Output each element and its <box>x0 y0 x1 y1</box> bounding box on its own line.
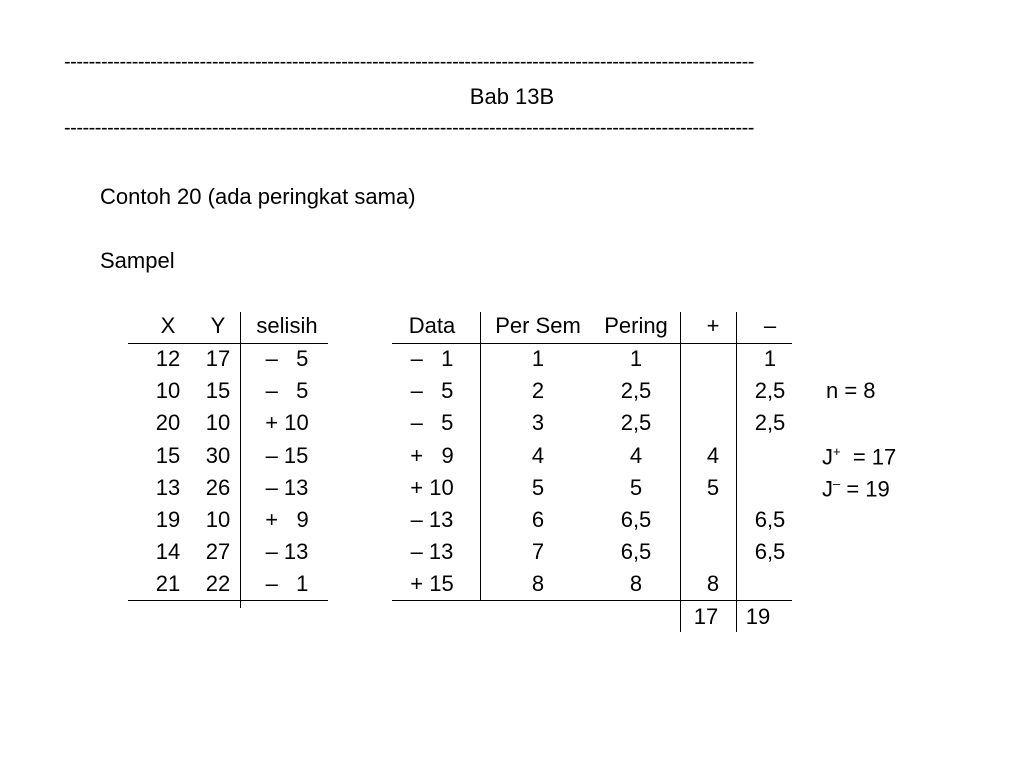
left-table-cell: 21 <box>155 571 181 597</box>
j-minus-sup: – <box>833 476 841 491</box>
left-table-header: X <box>160 313 176 338</box>
left-table-header-rule <box>128 343 328 344</box>
j-plus-value: = 17 <box>840 444 897 470</box>
left-table-cell: 22 <box>205 571 231 597</box>
left-table-cell: 20 <box>155 410 181 436</box>
left-table-cell: – 5 <box>265 346 309 371</box>
right-table-header: Pering <box>604 313 668 338</box>
sample-label: Sampel <box>100 248 175 273</box>
page-title: Bab 13B <box>469 84 555 109</box>
right-table-cell: – 13 <box>410 539 454 565</box>
right-table-cell: + 15 <box>410 571 454 597</box>
right-table-data-divider <box>480 312 481 600</box>
right-table-cell: 2,5 <box>754 378 786 404</box>
left-table-cell: 10 <box>155 378 181 404</box>
right-table-cell: 8 <box>629 571 643 597</box>
left-table-cell: 26 <box>205 474 231 500</box>
left-table-header: Y <box>210 313 226 338</box>
plus-rank-total: 17 <box>693 604 719 629</box>
left-table-cell: 15 <box>205 378 231 404</box>
j-plus-note <box>822 445 896 468</box>
right-table-cell: 1 <box>531 346 545 371</box>
right-table-header: Per Sem <box>495 313 581 338</box>
left-table-divider <box>240 312 241 608</box>
left-table-cell: 19 <box>155 507 181 532</box>
right-table-plus-divider <box>680 312 681 632</box>
right-table-header: + <box>706 313 720 338</box>
j-plus-sup: + <box>833 444 841 459</box>
left-table-cell: 10 <box>205 410 231 436</box>
left-table-cell: 27 <box>205 539 231 565</box>
right-table-cell: – 13 <box>410 507 454 532</box>
right-table-cell: 5 <box>531 474 545 500</box>
right-table-cell: 6,5 <box>754 539 786 565</box>
left-table-header: selisih <box>256 313 318 338</box>
right-table-cell: + 9 <box>410 442 454 468</box>
right-table-cell: 1 <box>629 346 643 371</box>
right-table-header: Data <box>408 313 456 338</box>
right-table-cell: 2,5 <box>620 410 652 436</box>
right-table-cell: 6 <box>531 507 545 532</box>
right-table-cell: 6,5 <box>620 539 652 565</box>
right-table-cell: 3 <box>531 410 545 436</box>
left-table-cell: 13 <box>155 474 181 500</box>
bottom-dash-rule: ---------------------------------------------------------------------------------------------------------------- <box>64 118 754 139</box>
right-table-cell: 8 <box>706 571 720 597</box>
left-table-cell: + 10 <box>265 410 309 436</box>
right-table-header: – <box>763 313 777 338</box>
right-table-cell: 5 <box>629 474 643 500</box>
minus-rank-total: 19 <box>745 604 771 629</box>
left-table-cell: – 13 <box>265 474 309 500</box>
right-table-cell: – 1 <box>410 346 454 371</box>
right-table-cell: – 5 <box>410 378 454 404</box>
left-table-cell: 15 <box>155 442 181 468</box>
right-table-cell: 4 <box>531 442 545 468</box>
j-minus-note <box>822 477 890 500</box>
right-table-cell: 5 <box>706 474 720 500</box>
right-table-cell: 8 <box>531 571 545 597</box>
right-table-cell: 2,5 <box>754 410 786 436</box>
right-table-cell: 7 <box>531 539 545 565</box>
right-table-cell: 4 <box>706 442 720 468</box>
j-minus-value: = 19 <box>840 476 890 502</box>
left-table-bottom-rule <box>128 600 328 601</box>
left-table-cell: – 1 <box>265 571 309 597</box>
left-table-cell: 14 <box>155 539 181 565</box>
left-table-cell: 10 <box>205 507 231 532</box>
right-table-cell: 1 <box>763 346 777 371</box>
right-table-cell: + 10 <box>410 474 454 500</box>
right-table-minus-divider <box>736 312 737 632</box>
top-dash-rule: ---------------------------------------------------------------------------------------------------------------- <box>64 52 754 73</box>
right-table-cell: 2,5 <box>620 378 652 404</box>
right-table-header-rule <box>392 343 792 344</box>
right-table-cell: 6,5 <box>620 507 652 532</box>
right-table-cell: 2 <box>531 378 545 404</box>
left-table-cell: – 15 <box>265 442 309 468</box>
j-plus-base: J <box>822 444 833 470</box>
left-table-cell: – 5 <box>265 378 309 404</box>
left-table-cell: 30 <box>205 442 231 468</box>
sample-size-note: n = 8 <box>826 378 876 403</box>
left-table-cell: + 9 <box>265 507 309 532</box>
left-table-cell: 17 <box>205 346 231 371</box>
left-table-cell: 12 <box>155 346 181 371</box>
right-table-bottom-rule <box>392 600 792 601</box>
j-minus-base: J <box>822 476 833 502</box>
right-table-cell: – 5 <box>410 410 454 436</box>
example-heading: Contoh 20 (ada peringkat sama) <box>100 184 416 209</box>
right-table-cell: 6,5 <box>754 507 786 532</box>
left-table-cell: – 13 <box>265 539 309 565</box>
right-table-cell: 4 <box>629 442 643 468</box>
